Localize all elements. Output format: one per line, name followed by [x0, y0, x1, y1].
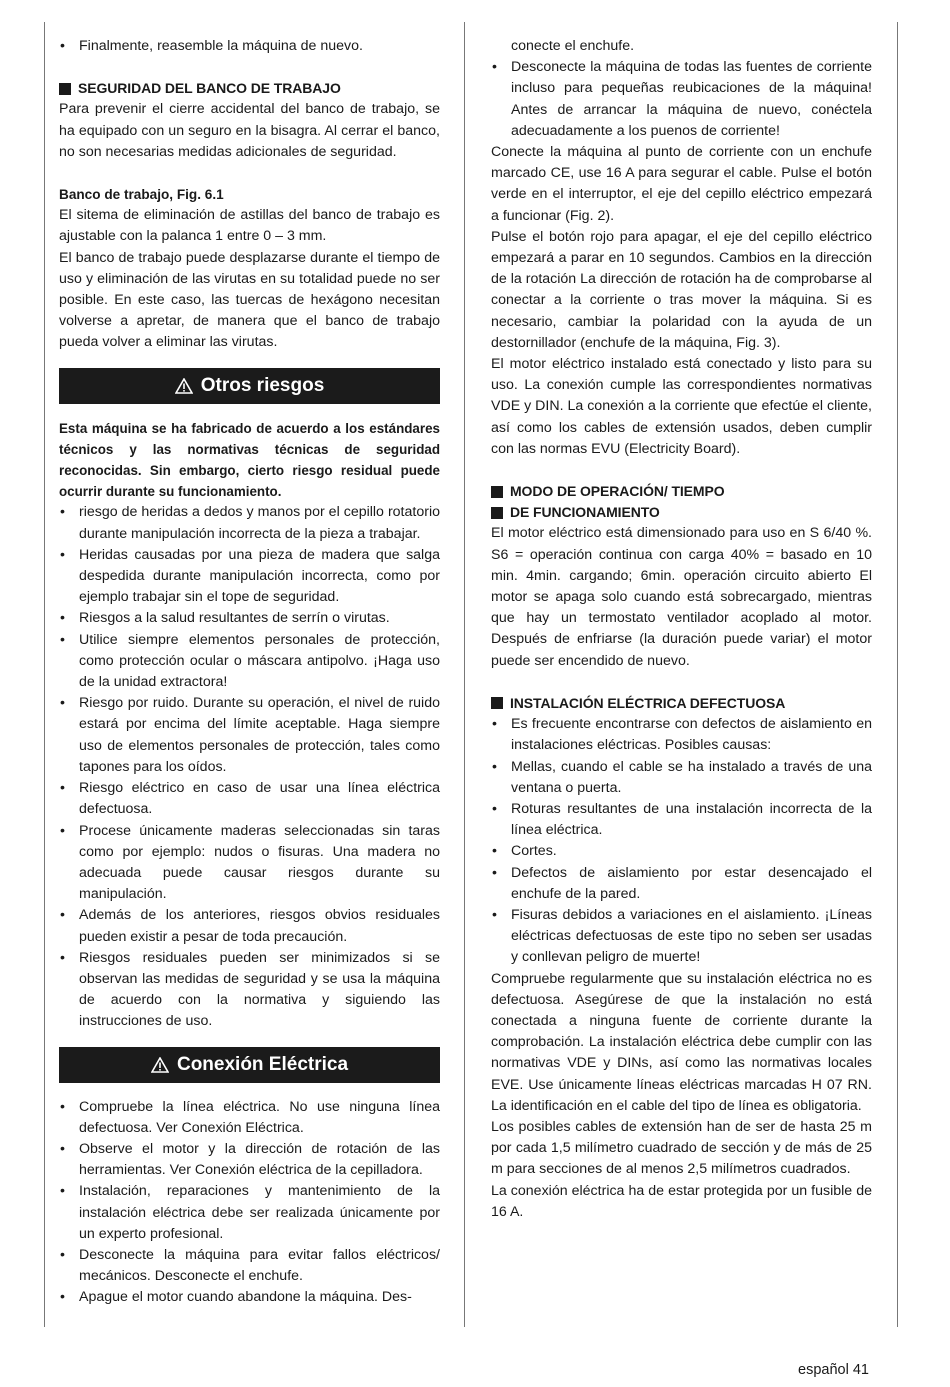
list-item: • Riesgos a la salud resultantes de serrín o virutas. — [59, 608, 440, 629]
section-heading-text: SEGURIDAD DEL BANCO DE TRABAJO — [78, 80, 341, 97]
paragraph: El banco de trabajo puede desplazarse durante el tiempo de uso y eliminación de las virutas en su totalidad puede no ser posible. En este caso, las tuercas de hexágono necesitan volverse a apretar, de manera que el banco de trabajo pueda volver a eliminar las virutas. — [59, 249, 440, 351]
section-bar-otros-riesgos — [59, 368, 440, 404]
defects-list — [491, 714, 872, 968]
section-heading-seguridad — [59, 78, 440, 99]
list-item: • Riesgos residuales pueden ser minimizados si se observan las medidas de seguridad y se usa la máquina de acuerdo con la normativa y siguiendo las instrucciones de uso. — [59, 948, 440, 1033]
warning-icon — [151, 1057, 169, 1073]
paragraph: Los posibles cables de extensión han de ser de hasta 25 m por cada 1,5 milímetro cuadrado de sección y de más de 25 m para secciones de al menos 2,5 milímetros cuadrados. — [491, 1118, 872, 1178]
continued-text: conecte el enchufe. — [511, 38, 635, 54]
risks-list — [59, 502, 440, 1032]
list-item: • Utilice siempre elementos personales de protección, como protección ocular o máscara antipolvo. ¡Haga uso de la unidad extractora! — [59, 630, 440, 694]
list-item: • Compruebe la línea eléctrica. No use ninguna línea defectuosa. Ver Conexión Eléctrica. — [59, 1097, 440, 1139]
list-item: • Observe el motor y la dirección de rotación de las herramientas. Ver Conexión eléctrica de la cepilladora. — [59, 1139, 440, 1181]
column-rule-right — [897, 22, 898, 1327]
section-heading-text: INSTALACIÓN ELÉCTRICA DEFECTUOSA — [510, 694, 786, 711]
list-item: • Finalmente, reasemble la máquina de nuevo. — [59, 36, 440, 57]
list-item: • Además de los anteriores, riesgos obvios residuales pueden existir a pesar de toda precaución. — [59, 905, 440, 947]
list-item: • Procese únicamente maderas seleccionadas sin taras como por ejemplo: nudos o fisuras. Una madera no adecuada puede causar riesgos durante su manipulación. — [59, 821, 440, 906]
column-rule-middle — [464, 22, 465, 1327]
paragraph: El sitema de eliminación de astillas del banco de trabajo es ajustable con la palanca 1 entre 0 – 3 mm. — [59, 207, 440, 245]
paragraph: El motor eléctrico está dimensionado para uso en S 6/40 %. S6 = operación continua con carga 40% = basado en 10 min. 4min. cargando; 6min. operación circuito abierto El motor se apaga solo cuando está sobrecargado, mientras que hay un termostato ventilador acoplado al motor. Después de enfriarse (la duración puede variar) el motor puede ser encendido de nuevo. — [491, 525, 872, 669]
list-item: • Desconecte la máquina para evitar fallos eléctricos/ mecánicos. Desconecte el enchufe. — [59, 1245, 440, 1287]
paragraph: Para prevenir el cierre accidental del banco de trabajo, se ha equipado con un seguro en la bisagra. Al cerrar el banco, no son necesarias medidas adicionales de seguridad. — [59, 101, 440, 160]
section-heading-instalacion — [491, 693, 872, 714]
warning-icon — [175, 378, 193, 394]
paragraph: Conecte la máquina al punto de corriente con un enchufe marcado CE, use 16 A para segurar el cable. Pulse el botón verde en el interruptor, el eje del cepillo eléctrico empezará a funcionar (Fig. 2). — [491, 144, 872, 224]
list-item: • Heridas causadas por una pieza de madera que salga despedida durante manipulación incorrecta, como por ejemplo trabajar sin el tope de seguridad. — [59, 545, 440, 609]
page-number: español 41 — [798, 1362, 869, 1378]
list-item: • riesgo de heridas a dedos y manos por el cepillo rotatorio durante manipulación incorrecta de la pieza a trabajar. — [59, 502, 440, 544]
disconnect-list — [491, 57, 872, 142]
right-column — [491, 36, 872, 1223]
section-bar-conexion-electrica — [59, 1047, 440, 1083]
left-column — [59, 36, 440, 1309]
paragraph: El motor eléctrico instalado está conectado y listo para su uso. La conexión cumple las correspondientes normativas VDE y DIN. La conexión a la corriente que efectúe el cliente, así como los cables de extensión usados, deben cumplir con las normas EVU (Electricity Board). — [491, 356, 872, 457]
paragraph: La conexión eléctrica ha de estar protegida por un fusible de 16 A. — [491, 1182, 872, 1220]
square-bullet-icon — [491, 697, 503, 709]
section-heading-funcionamiento — [491, 502, 872, 523]
section-bar-title: Conexión Eléctrica — [176, 1053, 349, 1075]
list-item: • Instalación, reparaciones y mantenimiento de la instalación eléctrica debe ser realizada únicamente por un experto profesional. — [59, 1181, 440, 1245]
list-item: • Roturas resultantes de una instalación incorrecta de la línea eléctrica. — [491, 799, 872, 841]
list-item: • Mellas, cuando el cable se ha instalado a través de una ventana o puerta. — [491, 757, 872, 799]
square-bullet-icon — [59, 83, 71, 95]
square-bullet-icon — [491, 507, 503, 519]
intro-list — [59, 36, 440, 57]
column-rule-left — [44, 22, 45, 1327]
list-item: • Defectos de aislamiento por estar desencajado el enchufe de la pared. — [491, 863, 872, 905]
section-heading-modo — [491, 481, 872, 502]
list-item: • Cortes. — [491, 841, 872, 862]
connection-list — [59, 1097, 440, 1309]
list-item: • Desconecte la máquina de todas las fuentes de corriente incluso para pequeñas reubicaciones de la máquina! Antes de arrancar la máquina de nuevo, conéctela adecuadamente a los puenos de corriente! — [491, 57, 872, 142]
square-bullet-icon — [491, 486, 503, 498]
section-heading-text: MODO DE OPERACIÓN/ TIEMPO — [510, 483, 725, 500]
list-item: • Riesgo por ruido. Durante su operación, el nivel de ruido estará por encima del límite aceptable. Haga siempre uso de elementos personales de protección, tales como tapones para los oídos. — [59, 693, 440, 778]
paragraph: Pulse el botón rojo para apagar, el eje del cepillo eléctrico empezará a parar en 10 segundos. Cambios en la dirección de la rotación La dirección de rotación ha de comprobarse al conectar a la corriente o tras mover la máquina. Si es necesario, cambiar la polaridad con la ayuda de un destornillador (enchufe de la máquina, Fig. 3). — [491, 228, 872, 351]
list-item: • Es frecuente encontrarse con defectos de aislamiento en instalaciones eléctricas. Posibles causas: — [491, 714, 872, 756]
paragraph: Compruebe regularmente que su instalación eléctrica no es defectuosa. Asegúrese de que la instalación no está conectada a ninguna fuente de corriente durante la comprobación. La instalación eléctrica debe cumplir con las normativas VDE y DINs, así como las normativas locales EVE. Use únicamente líneas eléctricas marcadas H 07 RN. La identificación en el cable del tipo de línea es obligatoria. — [491, 970, 872, 1114]
list-item: • Fisuras debidos a variaciones en el aislamiento. ¡Líneas eléctricas defectuosas de este tipo no seben ser usadas y conllevan peligro de muerte! — [491, 905, 872, 969]
section-heading-text: DE FUNCIONAMIENTO — [510, 504, 660, 521]
section-bar-title: Otros riesgos — [200, 375, 325, 397]
subheading-banco: Banco de trabajo, Fig. 6.1 — [59, 187, 224, 203]
lead-paragraph: Esta máquina se ha fabricado de acuerdo a los estándares técnicos y las normativas técnicas de seguridad reconocidas. Sin embargo, cierto riesgo residual puede ocurrir durante su funcionamiento. — [59, 420, 440, 500]
list-item: • Riesgo eléctrico en caso de usar una línea eléctrica defectuosa. — [59, 778, 440, 820]
list-item: • Apague el motor cuando abandone la máquina. Des- — [59, 1287, 440, 1308]
